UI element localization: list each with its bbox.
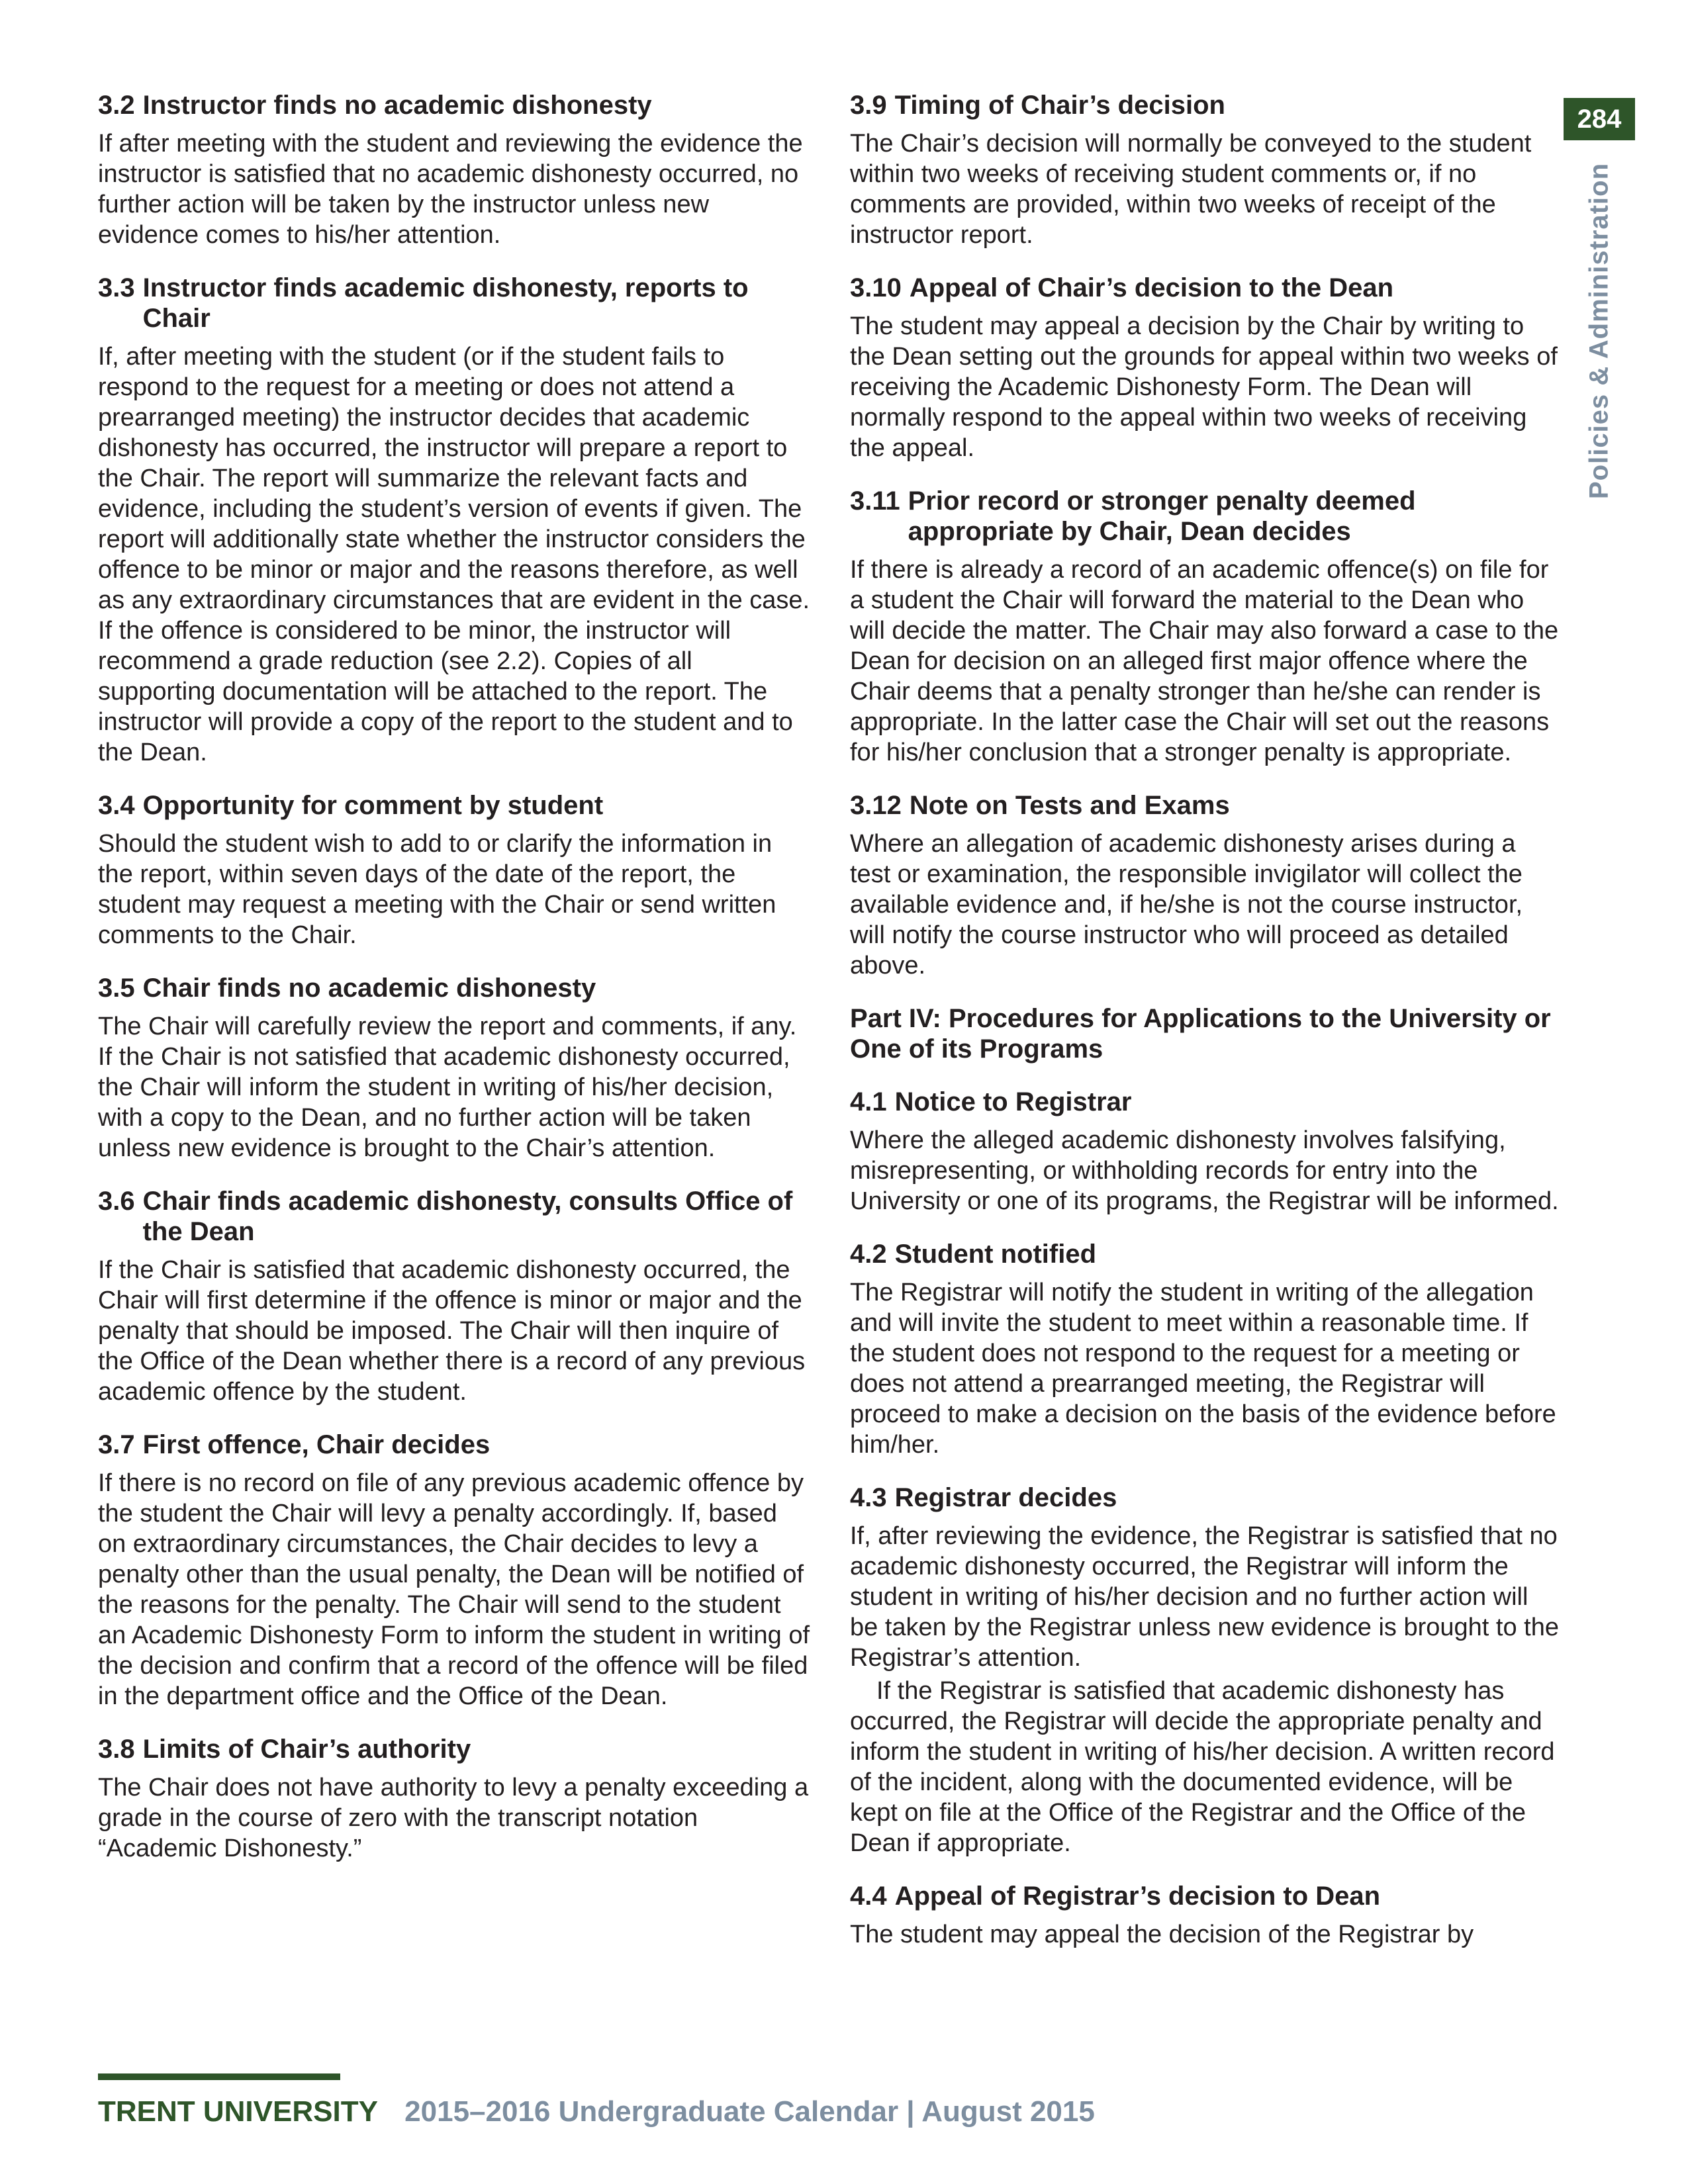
section-number: 3.12 [850,791,902,820]
section-paragraph: The Registrar will notify the student in writing of the allegation and will invite the student to meet within a reasonable time. If the student does not respond to the request for a meeting or does not attend a prearranged meeting, the Registrar will proceed to make a decision on the basis of the evidence before him/her. [850,1279,1556,1459]
section-number: 3.3 [98,273,135,302]
section-title: Opportunity for comment by student [142,791,604,820]
section-paragraph: The student may appeal a decision by the Chair by writing to the Dean setting out the grounds for appeal within two weeks of receiving the Academic Dishonesty Form. The Dean will normally respond to the appeal within two weeks of receiving the appeal. [850,312,1558,462]
section-heading [98,973,810,1003]
footer [98,2095,1095,2128]
section-heading [850,90,1562,120]
section-paragraph: If after meeting with the student and reviewing the evidence the instructor is satisfied that no academic dishonesty occurred, no further action will be taken by the instructor unless new evidence comes to his/her attention. [98,130,803,249]
right-column-sections-a [850,90,1562,981]
section-paragraph: If, after reviewing the evidence, the Registrar is satisfied that no academic dishonesty occurred, the Registrar will inform the student in writing of his/her decision and no further action will be taken by the Registrar unless new evidence is brought to the Registrar’s attention. [850,1522,1559,1672]
section-3-11 [850,486,1562,768]
section-paragraph: Should the student wish to add to or clarify the information in the report, within seven days of the date of the report, the student may request a meeting with the Chair or send written comments to the Chair. [98,830,776,949]
section-paragraph: The student may appeal the decision of the Registrar by [850,1921,1474,1948]
section-heading [850,273,1562,303]
section-title: Note on Tests and Exams [909,791,1230,820]
section-heading [98,1186,810,1247]
section-paragraph: Where the alleged academic dishonesty involves falsifying, misrepresenting, or withholding records for entry into the University or one of its programs, the Registrar will be informed. [850,1126,1559,1215]
section-4-3 [850,1482,1562,1858]
section-paragraph: If, after meeting with the student (or if the student fails to respond to the request for a meeting or does not attend a prearranged meeting) the instructor decides that academic dishonesty has occurred, the instructor will prepare a report to the Chair. The report will summarize the relevant facts and evidence, including the student’s version of events if given. The report will additionally state whether the instructor considers the offence to be minor or major and the reasons therefore, as well as any extraordinary circumstances that are evident in the case. If the offence is considered to be minor, the instructor will recommend a grade reduction (see 2.2). Copies of all supporting documentation will be attached to the report. The instructor will provide a copy of the report to the student and to the Dean. [98,343,810,766]
section-title: Student notified [894,1240,1097,1269]
section-title: First offence, Chair decides [142,1430,491,1459]
section-number: 3.11 [850,486,900,516]
section-3-2 [98,90,810,250]
footer-calendar: 2015–2016 Undergraduate Calendar | August 2015 [404,2095,1095,2128]
section-number: 3.8 [98,1735,135,1764]
section-number: 4.4 [850,1882,887,1911]
footer-university: TRENT UNIVERSITY [98,2095,378,2128]
section-paragraph: The Chair will carefully review the report and comments, if any. If the Chair is not satisfied that academic dishonesty occurred, the Chair will inform the student in writing of his/her decision, with a copy to the Dean, and no further action will be taken unless new evidence is brought to the Chair’s attention. [98,1013,797,1162]
section-number: 3.9 [850,91,887,120]
section-title: Instructor finds academic dishonesty, reports to Chair [142,273,749,333]
section-number: 3.5 [98,974,135,1003]
left-column [98,90,810,1886]
section-paragraph: If the Registrar is satisfied that academic dishonesty has occurred, the Registrar will decide the appropriate penalty and inform the student in writing of his/her decision. A written record of the incident, along with the documented evidence, will be kept on file at the Office of the Registrar and the Office of the Dean if appropriate. [850,1677,1555,1857]
section-paragraph: The Chair does not have authority to levy a penalty exceeding a grade in the course of zero with the transcript notation “Academic Dishonesty.” [98,1774,809,1862]
section-paragraph: If there is already a record of an academic offence(s) on file for a student the Chair will forward the material to the Dean who will decide the matter. The Chair may also forward a case to the Dean for decision on an alleged first major offence where the Chair deems that a penalty stronger than he/she can render is appropriate. In the latter case the Chair will set out the reasons for his/her conclusion that a stronger penalty is appropriate. [850,556,1559,766]
section-3-4 [98,790,810,950]
section-paragraph: Where an allegation of academic dishonesty arises during a test or examination, the responsible invigilator will collect the available evidence and, if he/she is not the course instructor, will notify the course instructor who will proceed as detailed above. [850,830,1523,979]
section-heading [850,1087,1562,1117]
section-title: Prior record or stronger penalty deemed appropriate by Chair, Dean decides [908,486,1416,546]
section-number: 3.2 [98,91,135,120]
section-3-9 [850,90,1562,250]
section-3-10 [850,273,1562,463]
section-paragraph: The Chair’s decision will normally be conveyed to the student within two weeks of receiving student comments or, if no comments are provided, within two weeks of receipt of the instructor report. [850,130,1532,249]
section-number: 3.7 [98,1430,135,1459]
section-heading [98,90,810,120]
section-title: Chair finds no academic dishonesty [142,974,596,1003]
section-3-7 [98,1430,810,1711]
section-number: 3.4 [98,791,135,820]
section-title: Notice to Registrar [894,1087,1132,1116]
section-3-8 [98,1734,810,1864]
section-3-6 [98,1186,810,1407]
section-title: Chair finds academic dishonesty, consults Office of the Dean [142,1187,793,1246]
section-number: 4.2 [850,1240,887,1269]
section-heading [98,1430,810,1460]
side-section-label: Policies & Administration [1584,162,1614,500]
section-4-4 [850,1881,1562,1950]
section-3-5 [98,973,810,1163]
section-heading [850,486,1562,547]
section-heading [98,273,810,334]
section-title: Instructor finds no academic dishonesty [142,91,652,120]
section-number: 4.3 [850,1483,887,1512]
section-title: Appeal of Chair’s decision to the Dean [909,273,1394,302]
part-heading: Part IV: Procedures for Applications to the University or One of its Programs [850,1004,1551,1064]
section-heading [850,1482,1562,1513]
section-title: Limits of Chair’s authority [142,1735,471,1764]
section-heading [850,790,1562,821]
section-title: Registrar decides [894,1483,1117,1512]
section-heading [98,1734,810,1764]
section-paragraph: If there is no record on file of any previous academic offence by the student the Chair will levy a penalty accordingly. If, based on extraordinary circumstances, the Chair decides to levy a penalty other than the usual penalty, the Dean will be notified of the reasons for the penalty. The Chair will send to the student an Academic Dishonesty Form to inform the student in writing of the decision and confirm that a record of the offence will be filed in the department office and the Office of the Dean. [98,1469,810,1710]
section-title: Appeal of Registrar’s decision to Dean [894,1882,1381,1911]
section-title: Timing of Chair’s decision [894,91,1225,120]
right-column-sections-b [850,1087,1562,1950]
section-number: 3.6 [98,1187,135,1216]
section-4-1 [850,1087,1562,1216]
section-number: 4.1 [850,1087,887,1116]
section-heading [98,790,810,821]
footer-rule [98,2073,340,2080]
section-3-3 [98,273,810,768]
section-heading [850,1239,1562,1269]
section-paragraph: If the Chair is satisfied that academic dishonesty occurred, the Chair will first determine if the offence is minor or major and the penalty that should be imposed. The Chair will then inquire of the Office of the Dean whether there is a record of any previous academic offence by the student. [98,1256,806,1406]
section-3-12 [850,790,1562,981]
section-4-2 [850,1239,1562,1460]
page-number-badge: 284 [1564,98,1635,140]
section-number: 3.10 [850,273,902,302]
right-column [850,90,1562,1972]
section-heading [850,1881,1562,1911]
